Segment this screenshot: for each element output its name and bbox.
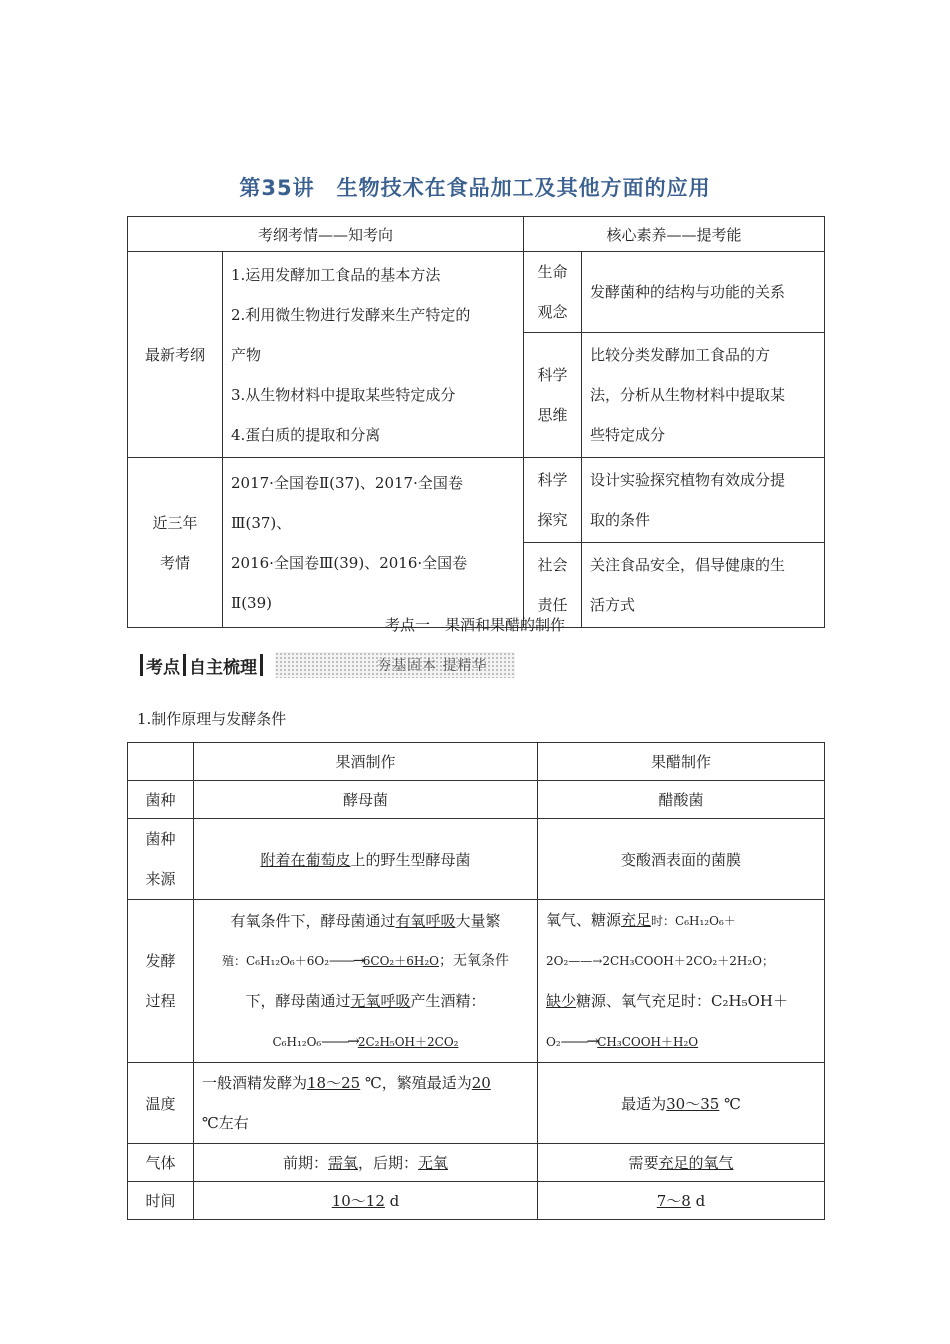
- syllabus-item: 1.运用发酵加工食品的基本方法: [231, 265, 441, 284]
- banner-tag: 考点 自主梳理: [137, 650, 266, 680]
- row-label-exams: 近三年 考情: [128, 458, 223, 628]
- row-label-species: 菌种: [128, 781, 194, 819]
- core-label: 科学 探究: [524, 458, 582, 543]
- row-label-source: 菌种 来源: [128, 819, 194, 900]
- page-title: 第35讲 生物技术在食品加工及其他方面的应用: [239, 176, 711, 200]
- row-label-gas: 气体: [128, 1144, 194, 1182]
- source-wine: 附着在葡萄皮上的野生型酵母菌: [194, 819, 538, 900]
- process-vinegar: 氧气、糖源充足时：C₆H₁₂O₆＋ 2O₂——→2CH₃COOH＋2CO₂＋2H₂O； 缺少糖源、氧气充足时：C₂H₅OH＋ O₂——→CH₃COOH＋H₂O: [538, 900, 825, 1063]
- gas-vinegar: 需要充足的氧气: [538, 1144, 825, 1182]
- syllabus-item: 产物: [231, 345, 262, 364]
- exam-item: Ⅲ(37)、: [231, 513, 292, 532]
- col-header-wine: 果酒制作: [194, 743, 538, 781]
- table1-header-left: 考纲考情——知考向: [128, 217, 524, 252]
- core-desc: 比较分类发酵加工食品的方 法，分析从生物材料中提取某 些特定成分: [582, 333, 825, 458]
- fermentation-table: [127, 742, 825, 1220]
- col-header-vinegar: 果醋制作: [538, 743, 825, 781]
- section-title: 考点一 果酒和果醋的制作: [384, 616, 565, 634]
- section-banner: [137, 650, 517, 680]
- process-wine: 有氧条件下，酵母菌通过有氧呼吸大量繁 殖：C₆H₁₂O₆＋6O₂——→6CO₂＋6H₂O；无氧条件 下，酵母菌通过无氧呼吸产生酒精： C₆H₁₂O₆——→2C₂H₅OH＋2CO₂: [194, 900, 538, 1063]
- source-vinegar: 变酸酒表面的菌膜: [538, 819, 825, 900]
- row-label-temperature: 温度: [128, 1063, 194, 1144]
- row-label-time: 时间: [128, 1182, 194, 1220]
- gas-wine: 前期：需氧，后期：无氧: [194, 1144, 538, 1182]
- table1-header-right: 核心素养——提考能: [524, 217, 825, 252]
- syllabus-item: 2.利用微生物进行发酵来生产特定的: [231, 305, 471, 324]
- core-label: 社会 责任: [524, 543, 582, 628]
- time-wine: 10～12 d: [194, 1182, 538, 1220]
- exam-item: Ⅱ(39): [231, 593, 272, 612]
- syllabus-item: 3.从生物材料中提取某些特定成分: [231, 385, 456, 404]
- exam-item: 2016·全国卷Ⅲ(39)、2016·全国卷: [231, 553, 468, 572]
- core-label: 生命 观念: [524, 252, 582, 333]
- species-vinegar: 醋酸菌: [538, 781, 825, 819]
- heading-principle: 1.制作原理与发酵条件: [137, 710, 287, 728]
- syllabus-item: 4.蛋白质的提取和分离: [231, 425, 381, 444]
- row-label-process: 发酵 过程: [128, 900, 194, 1063]
- banner-subtitle: 夯基固本 提精华: [377, 658, 488, 674]
- species-wine: 酵母菌: [194, 781, 538, 819]
- core-desc: 关注食品安全，倡导健康的生 活方式: [582, 543, 825, 628]
- exam-item: 2017·全国卷Ⅱ(37)、2017·全国卷: [231, 473, 463, 492]
- temperature-wine: 一般酒精发酵为18～25 ℃，繁殖最适为20 ℃左右: [194, 1063, 538, 1144]
- core-desc: 发酵菌种的结构与功能的关系: [582, 252, 825, 333]
- exam-list: [223, 458, 524, 628]
- core-label: 科学 思维: [524, 333, 582, 458]
- syllabus-list: [223, 252, 524, 458]
- syllabus-table: [127, 216, 825, 628]
- time-vinegar: 7～8 d: [538, 1182, 825, 1220]
- temperature-vinegar: 最适为30～35 ℃: [538, 1063, 825, 1144]
- core-desc: 设计实验探究植物有效成分提 取的条件: [582, 458, 825, 543]
- row-label-syllabus: 最新考纲: [128, 252, 223, 458]
